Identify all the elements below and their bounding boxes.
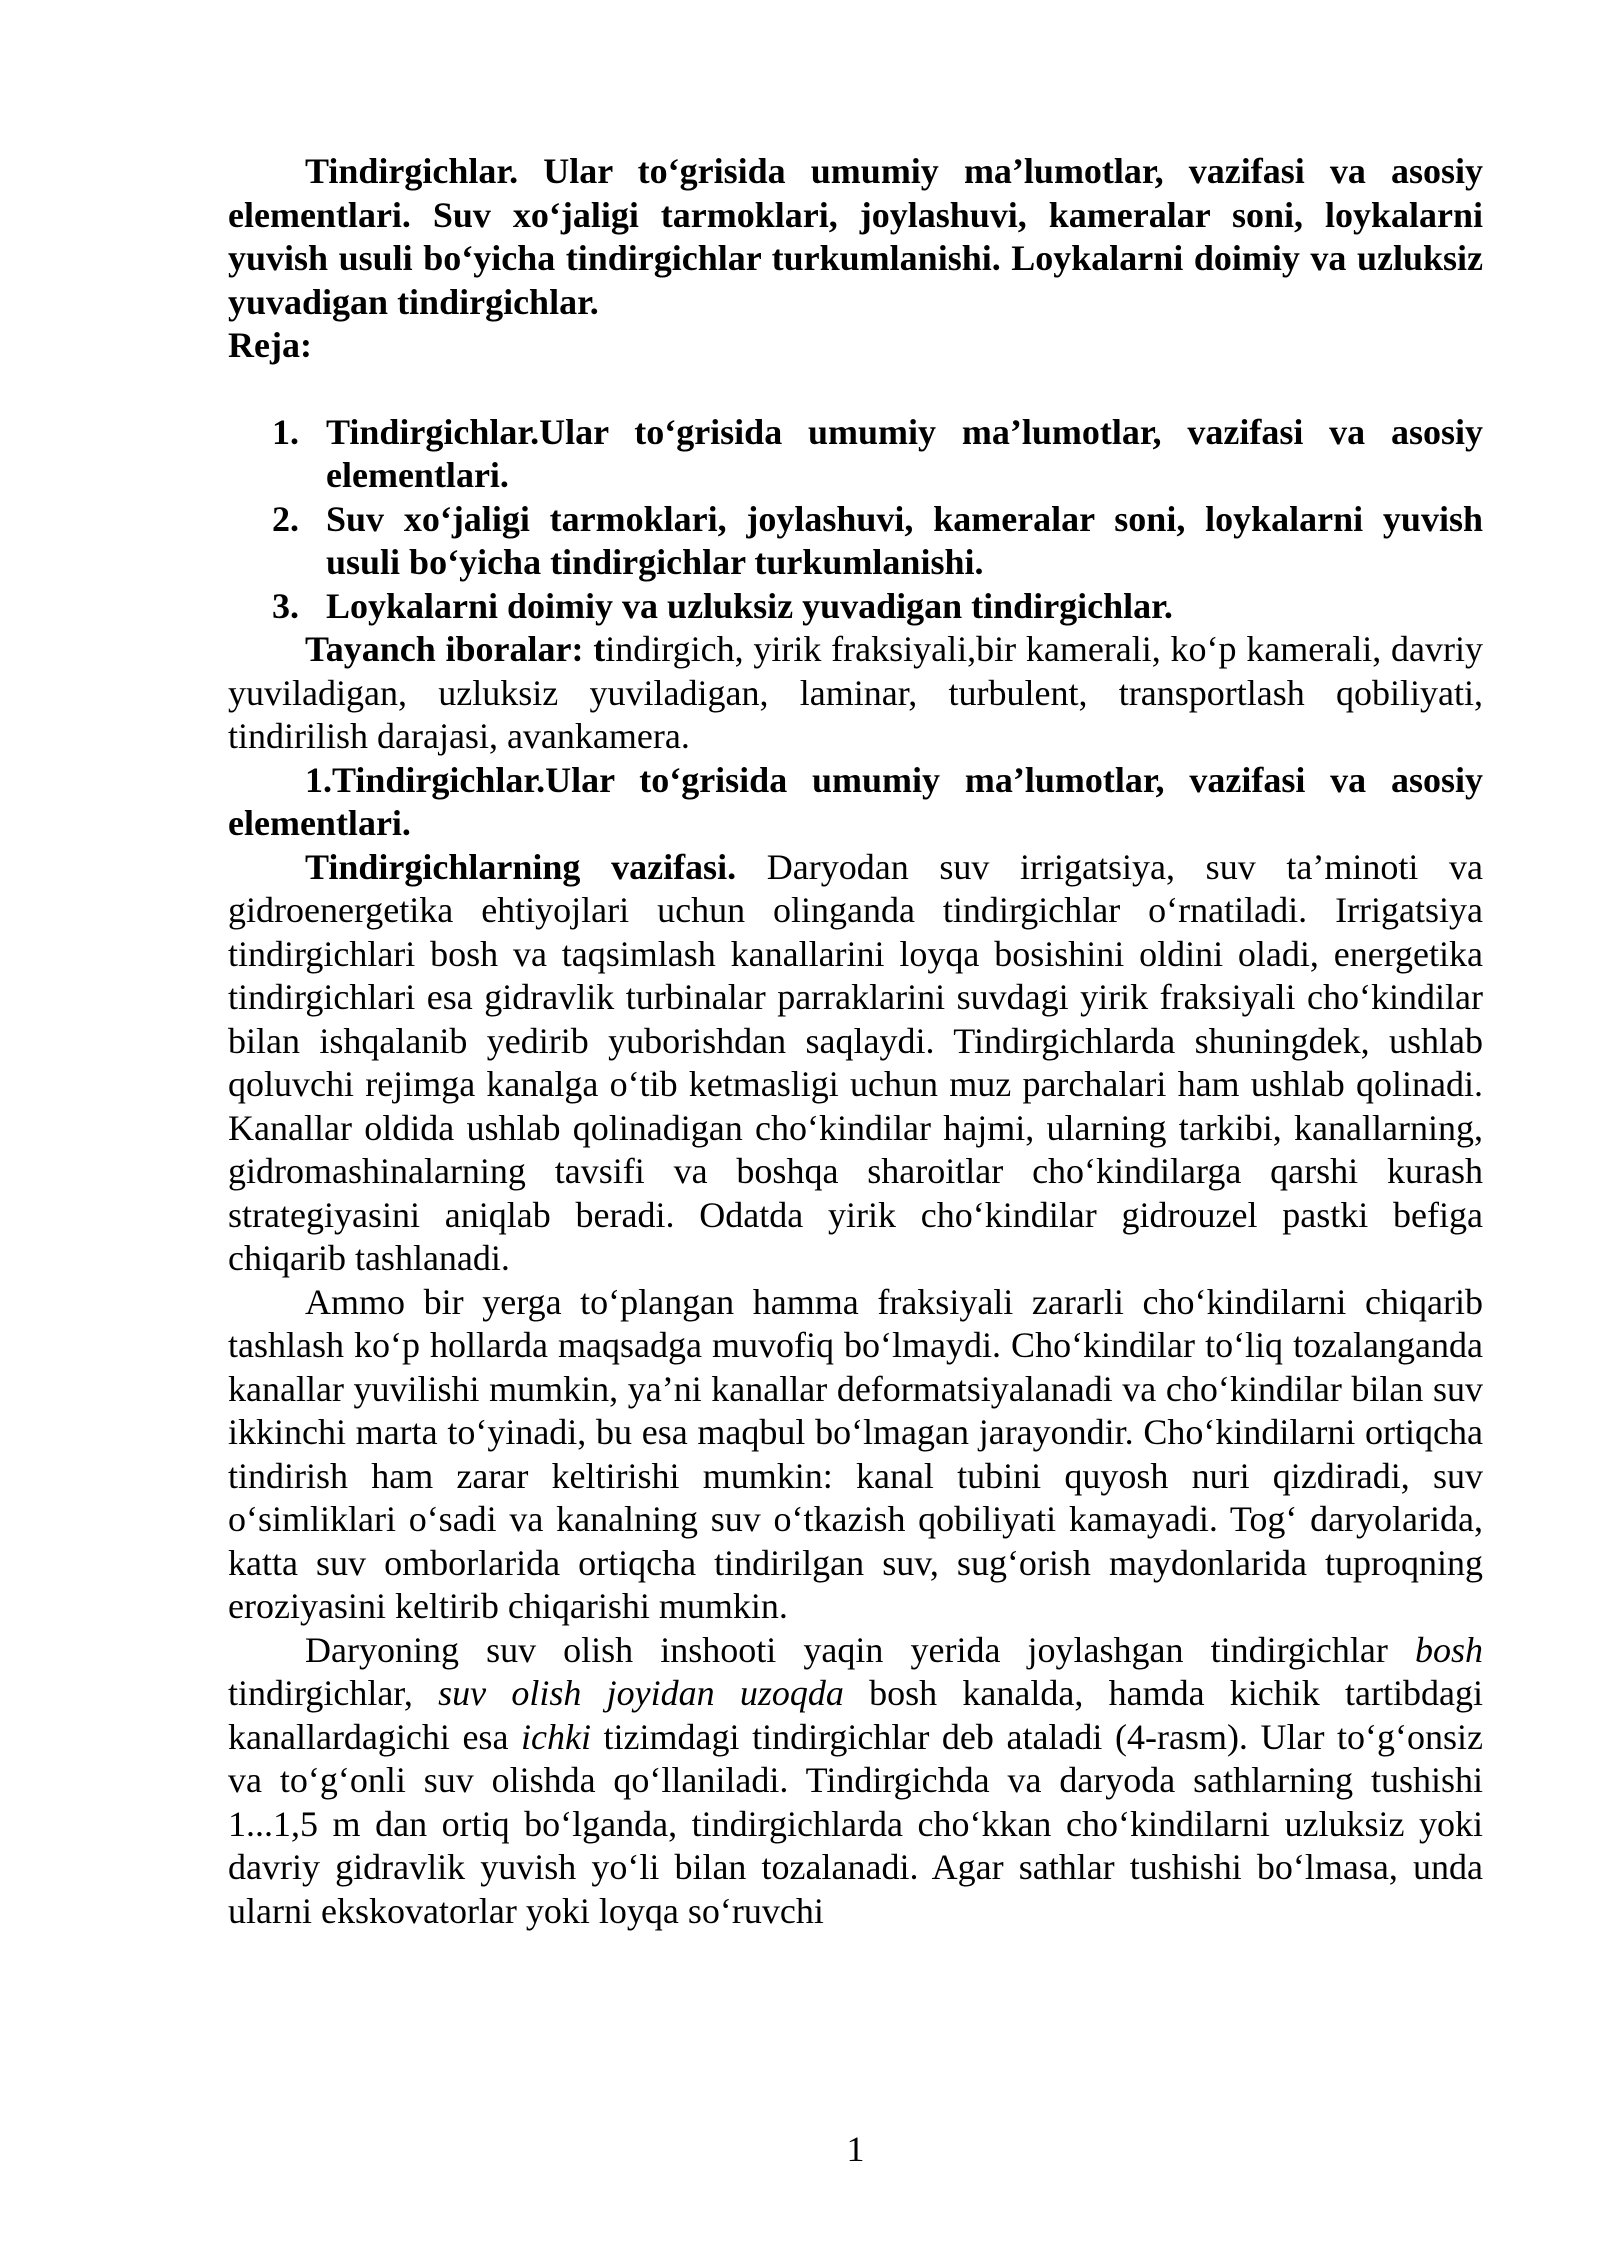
document-content (228, 0, 1483, 1933)
plan-item-text: Loykalarni doimiy va uzluksiz yuvadigan tindirgichlar. (326, 585, 1173, 626)
plan-item-number: 2. (272, 498, 299, 539)
plan-item-1 (272, 411, 1483, 498)
plan-item-number: 3. (272, 585, 299, 626)
body-paragraph: Tindirgichlarning vazifasi. Daryodan suv irrigatsiya, suv ta’minoti va gidroenergetika ehtiyojlari uchun olinganda tindirgichlar o‘rnatiladi. Irrigatsiya tindirgichlari bosh va taqsimlash kanallarini loyqa bosishini oldini oladi, energetika tindirgichlari esa gidravlik turbinalar parraklarini suvdagi yirik fraksiyali cho‘kindilar bilan ishqalanib yedirib yuborishdan saqlaydi. Tindirgichlarda shuningdek, ushlab qoluvchi rejimga kanalga o‘tib ketmasligi uchun muz parchalari ham ushlab qolinadi. Kanallar oldida ushlab qolinadigan cho‘kindilar hajmi, ularning tarkibi, kanallarning, gidromashinalarning tavsifi va boshqa sharoitlar cho‘kindilarga qarshi kurash strategiyasini aniqlab beradi. Odatda yirik cho‘kindilar gidrouzel pastki befiga chiqarib tashlanadi. (228, 846, 1483, 1278)
plan-item-number: 1. (272, 411, 299, 452)
section-heading: 1.Tindirgichlar.Ular to‘grisida umumiy ma’lumotlar, vazifasi va asosiy elementlari. (228, 759, 1483, 843)
plan-item-text: Suv xo‘jaligi tarmoklari, joylashuvi, kameralar soni, loykalarni yuvish usuli bo‘yicha tindirgichlar turkumlanishi. (326, 498, 1483, 582)
plan-item-2 (272, 498, 1483, 585)
body-paragraph: Ammo bir yerga to‘plangan hamma fraksiyali zararli cho‘kindilarni chiqarib tashlash ko‘p hollarda maqsadga muvofiq bo‘lmaydi. Cho‘kindilar to‘liq tozalanganda kanallar yuvilishi mumkin, ya’ni kanallar deformatsiyalanadi va cho‘kindilar bilan suv ikkinchi marta to‘yinadi, bu esa maqbul bo‘lmagan jarayondir. Cho‘kindilarni ortiqcha tindirish ham zarar keltirishi mumkin: kanal tubini quyosh nuri qizdiradi, suv o‘simliklari o‘sadi va kanalning suv o‘tkazish qobiliyati kamayadi. Tog‘ daryolarida, katta suv omborlarida ortiqcha tindirilgan suv, sug‘orish maydonlarida tuproqning eroziyasini keltirib chiqarishi mumkin. (228, 1281, 1483, 1626)
plan-list (228, 411, 1483, 629)
plan-heading: Reja: (228, 325, 312, 365)
plan-item-3 (272, 585, 1483, 629)
plan-item-text: Tindirgichlar.Ular to‘grisida umumiy ma’lumotlar, vazifasi va asosiy elementlari. (326, 411, 1483, 495)
key-terms-paragraph: Tayanch iboralar: tindirgich, yirik fraksiyali,bir kamerali, ko‘p kamerali, davriy yuviladigan, uzluksiz yuviladigan, laminar, turbulent, transportlash qobiliyati, tindirilish darajasi, avankamera. (228, 629, 1483, 756)
page-number: 1 (846, 2129, 865, 2169)
body-paragraph: Daryoning suv olish inshooti yaqin yerida joylashgan tindirgichlar bosh tindirgichlar, suv olish joyidan uzoqda bosh kanalda, hamda kichik tartibdagi kanallardagichi esa ichki tizimdagi tindirgichlar deb ataladi (4-rasm). Ular to‘g‘onsiz va to‘g‘onli suv olishda qo‘llaniladi. Tindirgichda va daryoda sathlarning tushishi 1...1,5 m dan ortiq bo‘lganda, tindirgichlarda cho‘kkan cho‘kindilarni uzluksiz yoki davriy gidravlik yuvish yo‘li bilan tozalanadi. Agar sathlar tushishi bo‘lmasa, unda ularni ekskovatorlar yoki loyqa so‘ruvchi (228, 1629, 1484, 1931)
document-title: Tindirgichlar. Ular to‘grisida umumiy ma’lumotlar, vazifasi va asosiy elementlari. Suv xo‘jaligi tarmoklari, joylashuvi, kameralar soni, loykalarni yuvish usuli bo‘yicha tindirgichlar turkumlanishi. Loykalarni doimiy va uzluksiz yuvadigan tindirgichlar. (228, 151, 1483, 322)
